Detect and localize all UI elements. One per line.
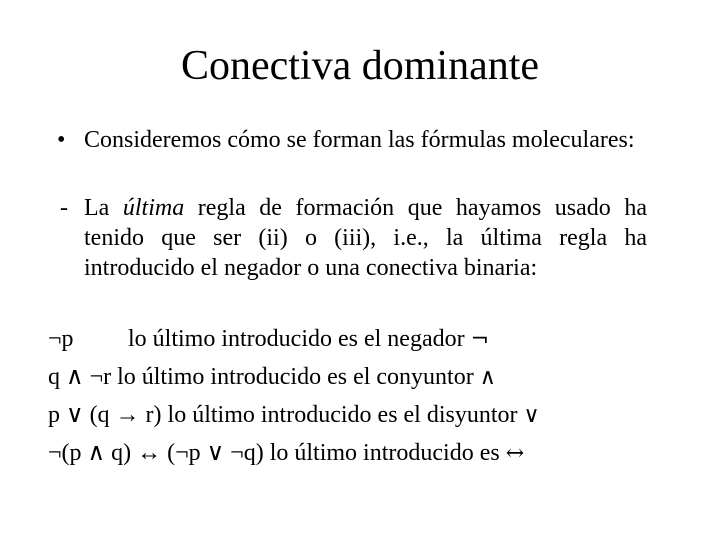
connective-symbol: ↔ bbox=[505, 441, 525, 466]
bullet-text-after: regla de formación que hayamos usado ha tenido que ser (ii) o (iii), i.e., la última regla ha introducido el negador o una conectiva binaria: bbox=[84, 195, 647, 281]
formula-description: lo último introducido es bbox=[269, 440, 500, 466]
formula: ¬p bbox=[48, 326, 74, 352]
formula-description: lo último introducido es el negador bbox=[128, 326, 465, 352]
dash-marker: - bbox=[60, 195, 68, 221]
example-row bbox=[48, 396, 540, 434]
example-row bbox=[48, 320, 540, 358]
formula: q ∧ ¬r bbox=[48, 364, 112, 390]
examples-list bbox=[48, 320, 540, 472]
connective-symbol: ¬ bbox=[470, 327, 490, 352]
formula: p ∨ (q → r) bbox=[48, 402, 162, 428]
connective-symbol: ∨ bbox=[523, 403, 540, 428]
formula: ¬(p ∧ q) ↔ (¬p ∨ ¬q) bbox=[48, 440, 264, 466]
formula-description: lo último introducido es el conyuntor bbox=[117, 364, 474, 390]
connective-symbol: ∧ bbox=[479, 365, 496, 390]
bullet-text-before: La bbox=[84, 195, 123, 221]
bullet-marker: • bbox=[57, 127, 66, 153]
example-row bbox=[48, 434, 540, 472]
example-row bbox=[48, 358, 540, 396]
bullet-item-2 bbox=[57, 193, 647, 283]
formula-description: lo último introducido es el disyuntor bbox=[167, 402, 518, 428]
emphasized-word: última bbox=[122, 195, 185, 221]
bullet-item-1 bbox=[57, 125, 647, 155]
bullet-text bbox=[84, 193, 647, 283]
bullet-text: Consideremos cómo se forman las fórmulas moleculares: bbox=[84, 127, 635, 153]
slide-title: Conectiva dominante bbox=[180, 43, 540, 89]
